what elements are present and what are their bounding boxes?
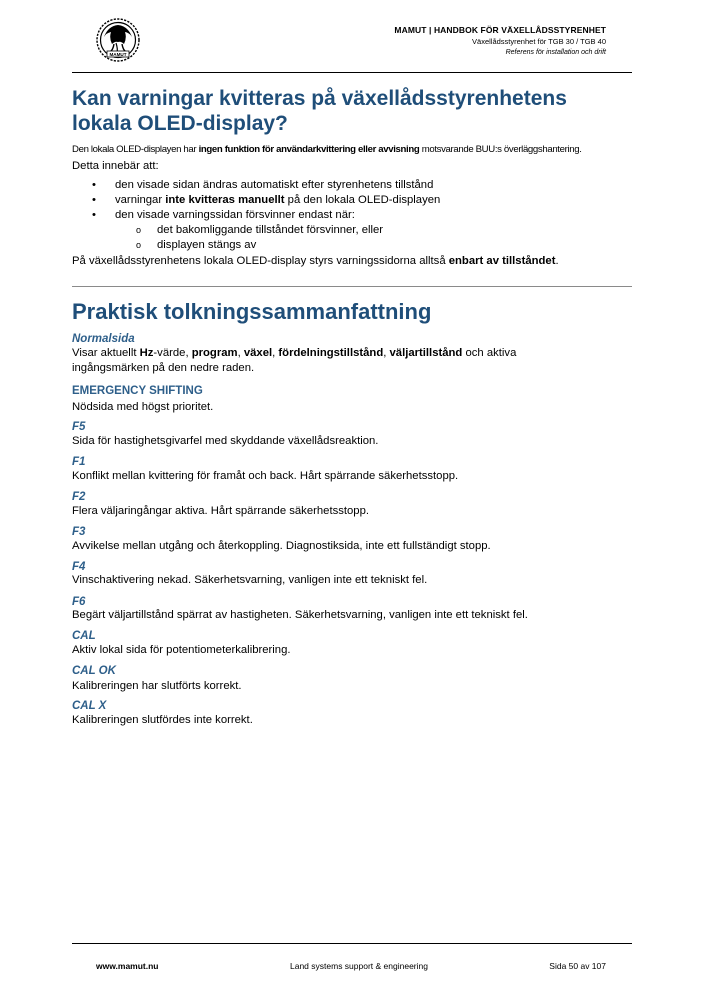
header-title: MAMUT | HANDBOK FÖR VÄXELLÅDSSTYRENHET — [394, 25, 606, 35]
term-cal-ok: CAL OK — [72, 665, 116, 677]
footer-page-number: Sida 50 av 107 — [549, 961, 606, 971]
desc-f3: Avvikelse mellan utgång och återkoppling. Diagnostiksida, inte ett fullständigt stopp. — [72, 540, 491, 552]
section1-heading-line1: Kan varningar kvitteras på växellådsstyrenhetens — [72, 87, 567, 110]
desc-normalsida: Visar aktuellt Hz-värde, program, växel, fördelningstillstånd, väljartillstånd och aktiva ingångsmärken på den nedre raden. — [72, 347, 517, 374]
desc-cal: Aktiv lokal sida för potentiometerkalibrering. — [72, 644, 291, 656]
desc-cal-x: Kalibreringen slutfördes inte korrekt. — [72, 714, 253, 726]
term-cal: CAL — [72, 630, 96, 642]
section1-heading-line2: lokala OLED-display? — [72, 112, 288, 135]
desc-f6: Begärt väljartillstånd spärrat av hastigheten. Säkerhetsvarning, vanligen inte ett tekniskt fel. — [72, 609, 528, 621]
term-f2: F2 — [72, 491, 86, 503]
section-divider — [72, 286, 632, 287]
term-normalsida: Normalsida — [72, 333, 135, 345]
logo-text: MAMUT — [109, 52, 127, 57]
desc-f4: Vinschaktivering nekad. Säkerhetsvarning, vanligen inte ett tekniskt fel. — [72, 574, 428, 586]
section1-heading — [72, 86, 632, 136]
section1-lead: Detta innebär att: — [72, 160, 159, 172]
term-emergency-shifting: EMERGENCY SHIFTING — [72, 385, 203, 397]
sub-bullet-item: o det bakomliggande tillståndet försvinner, eller — [72, 223, 632, 238]
section1-closing: På växellådsstyrenhetens lokala OLED-display styrs varningssidorna alltså enbart av tillståndet. — [72, 255, 559, 267]
section1-intro — [72, 142, 632, 157]
footer-divider — [72, 943, 632, 944]
sub-bullet-item: o displayen stängs av — [72, 238, 632, 253]
intro-text-1: Den lokala OLED-displayen har — [72, 144, 199, 155]
section2-heading: Praktisk tolkningssammanfattning — [72, 299, 432, 324]
term-f3: F3 — [72, 526, 86, 538]
bullet-item: • varningar inte kvitteras manuellt på den lokala OLED-displayen — [72, 193, 632, 208]
desc-f5: Sida för hastighetsgivarfel med skyddande växellådsreaktion. — [72, 435, 379, 447]
document-header — [394, 25, 606, 58]
bullet-item: • den visade sidan ändras automatiskt efter styrenhetens tillstånd — [72, 178, 632, 193]
desc-cal-ok: Kalibreringen har slutförts korrekt. — [72, 680, 242, 692]
intro-emphasis: ingen funktion för användarkvittering eller avvisning — [198, 144, 420, 155]
desc-emergency-shifting: Nödsida med högst prioritet. — [72, 401, 214, 413]
term-f1: F1 — [72, 456, 86, 468]
header-divider — [72, 72, 632, 73]
term-cal-x: CAL X — [72, 700, 107, 712]
term-f5: F5 — [72, 421, 86, 433]
footer-website-link[interactable]: www.mamut.nu — [96, 961, 159, 971]
term-f4: F4 — [72, 561, 86, 573]
header-subtitle: Växellådsstyrenhet för TGB 30 / TGB 40 — [472, 37, 606, 46]
intro-text-2: motsvarande BUU:s överläggshantering. — [419, 144, 582, 155]
section1-bullet-list — [72, 178, 632, 253]
mamut-logo — [94, 17, 142, 63]
header-subtitle-2: Referens för installation och drift — [505, 49, 606, 56]
desc-f2: Flera väljaringångar aktiva. Hårt spärrande säkerhetsstopp. — [72, 505, 370, 517]
desc-f1: Konflikt mellan kvittering för framåt och back. Hårt spärrande säkerhetsstopp. — [72, 470, 459, 482]
term-f6: F6 — [72, 596, 86, 608]
bullet-item: • den visade varningssidan försvinner endast när: — [72, 208, 632, 223]
footer-tagline: Land systems support & engineering — [290, 961, 428, 971]
